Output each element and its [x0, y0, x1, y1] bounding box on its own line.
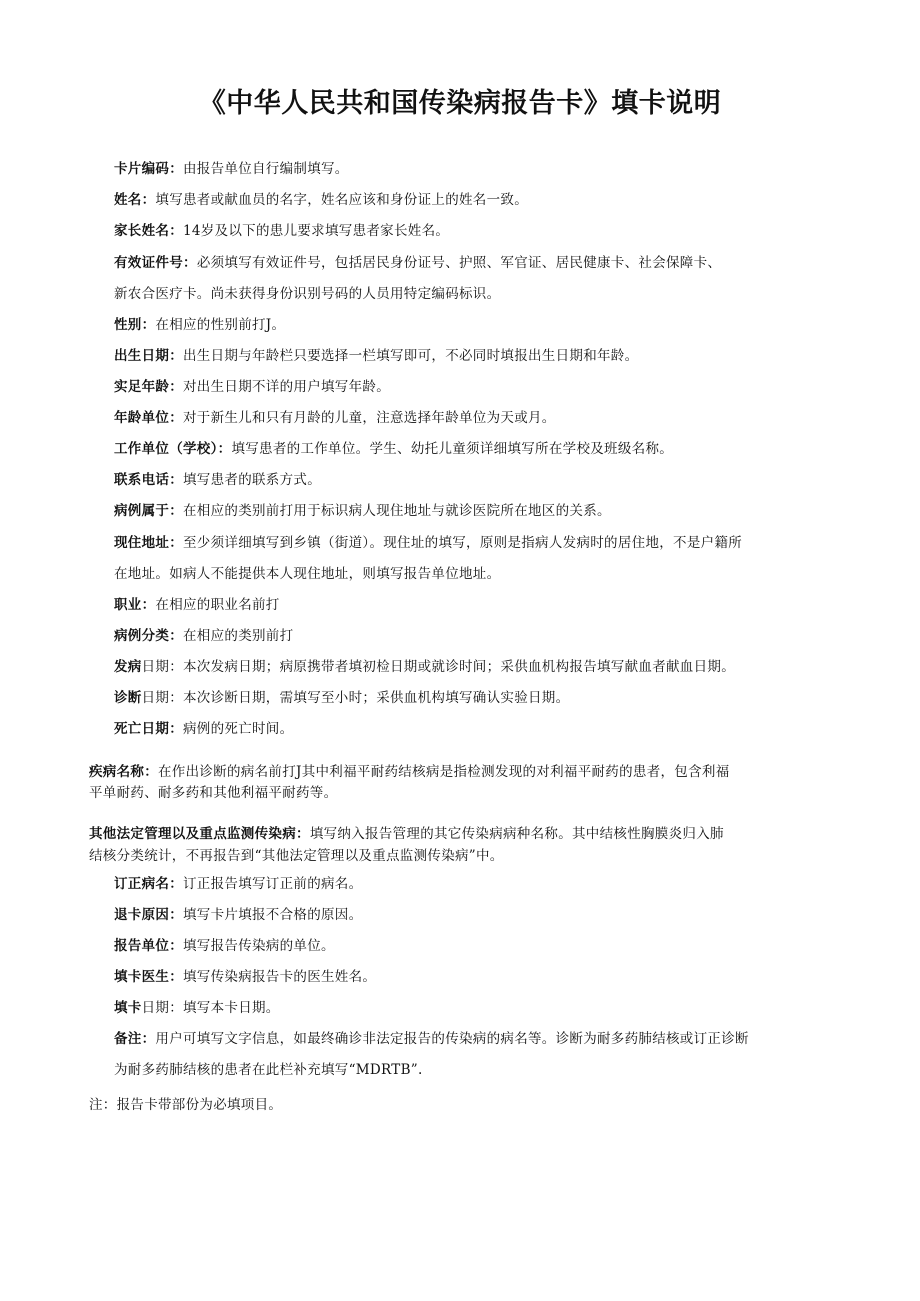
item-label: 出生日期： — [114, 348, 183, 364]
item-corrected-name — [114, 874, 362, 894]
item-label: 填卡 — [114, 1000, 142, 1016]
item-text: 填写传染病报告卡的医生姓名。 — [183, 969, 377, 985]
item-text: 对出生日期不详的用户填写年龄。 — [183, 379, 390, 395]
item-label: 病例属于： — [114, 503, 183, 519]
item-text: 对于新生儿和只有月龄的儿童，注意选择年龄单位为天或月。 — [183, 410, 556, 426]
item-text: 出生日期与年龄栏只要选择一栏填写即可，不必同时填报出生日期和年龄。 — [183, 348, 639, 364]
footnote: 注：报告卡带部份为必填项目。 — [89, 1097, 283, 1113]
item-text: 订正报告填写订正前的病名。 — [183, 876, 363, 892]
item-age — [114, 377, 390, 397]
item-text: 填写患者的联系方式。 — [183, 472, 321, 488]
item-birth-date — [114, 346, 638, 366]
item-name — [114, 190, 528, 210]
item-text: 日期：本次发病日期；病原携带者填初检日期或就诊时间；采供血机构报告填写献血者献血日期。 — [141, 659, 736, 675]
item-text: 在相应的性别前打J。 — [155, 317, 286, 333]
item-label: 联系电话： — [114, 472, 183, 488]
item-label: 报告单位： — [114, 938, 183, 954]
item-card-date — [114, 998, 280, 1018]
other-disease-paragraph-cont: 结核分类统计，不再报告到“其他法定管理以及重点监测传染病”中。 — [89, 848, 504, 864]
item-label: 卡片编码： — [114, 161, 183, 177]
item-card-doctor — [114, 967, 376, 987]
item-return-reason — [114, 905, 362, 925]
item-diagnosis-date — [114, 688, 569, 708]
item-report-unit — [114, 936, 335, 956]
item-card-code — [114, 159, 349, 179]
item-address — [114, 533, 742, 553]
item-label: 姓名： — [114, 192, 156, 208]
item-parent-name — [114, 221, 449, 241]
item-label: 年龄单位： — [114, 410, 183, 426]
item-label: 发病 — [114, 659, 142, 675]
item-label: 其他法定管理以及重点监测传染病： — [89, 826, 310, 842]
item-label: 实足年龄： — [114, 379, 183, 395]
item-onset-date — [114, 657, 735, 677]
other-disease-paragraph — [89, 824, 724, 844]
item-text: 必须填写有效证件号，包括居民身份证号、护照、军官证、居民健康卡、社会保障卡、 — [196, 255, 722, 271]
disease-name-paragraph-cont: 平单耐药、耐多药和其他利福平耐药等。 — [89, 785, 338, 801]
item-address-cont: 在地址。如病人不能提供本人现住地址，则填写报告单位地址。 — [114, 566, 501, 582]
item-text: 填写报告传染病的单位。 — [183, 938, 335, 954]
item-label: 死亡日期： — [114, 721, 183, 737]
item-occupation — [114, 595, 280, 615]
item-workplace — [114, 439, 673, 459]
item-label: 家长姓名： — [114, 223, 183, 239]
item-sex — [114, 315, 285, 335]
item-text: 病例的死亡时间。 — [183, 721, 294, 737]
item-text: 日期：填写本卡日期。 — [141, 1000, 280, 1016]
item-remarks — [114, 1029, 749, 1049]
item-case-class — [114, 626, 293, 646]
item-age-unit — [114, 408, 556, 428]
item-text: 填写卡片填报不合格的原因。 — [183, 907, 363, 923]
item-text: 日期：本次诊断日期，需填写至小时；采供血机构填写确认实验日期。 — [141, 690, 570, 706]
item-remarks-cont: 为耐多药肺结核的患者在此栏补充填写“MDRTB”. — [114, 1062, 423, 1078]
item-label: 诊断 — [114, 690, 142, 706]
item-label: 工作单位（学校）： — [114, 441, 232, 457]
item-label: 有效证件号： — [114, 255, 197, 271]
item-id-number-cont: 新农合医疗卡。尚未获得身份识别号码的人员用特定编码标识。 — [114, 286, 501, 302]
item-death-date — [114, 719, 293, 739]
item-label: 疾病名称： — [89, 764, 158, 780]
item-label: 填卡医生： — [114, 969, 183, 985]
item-case-belongs — [114, 501, 611, 521]
disease-name-paragraph — [89, 762, 730, 782]
item-label: 现住地址： — [114, 535, 183, 551]
item-phone — [114, 470, 321, 490]
item-label: 职业： — [114, 597, 156, 613]
item-label: 订正病名： — [114, 876, 183, 892]
item-label: 病例分类： — [114, 628, 183, 644]
item-text: 14岁及以下的患儿要求填写患者家长姓名。 — [183, 223, 450, 239]
item-text: 由报告单位自行编制填写。 — [183, 161, 349, 177]
item-text: 填写患者或献血员的名字，姓名应该和身份证上的姓名一致。 — [155, 192, 529, 208]
item-text: 在作出诊断的病名前打J其中利福平耐药结核病是指检测发现的对利福平耐药的患者，包含利福 — [158, 764, 730, 780]
item-text: 在相应的类别前打用于标识病人现住地址与就诊医院所在地区的关系。 — [183, 503, 611, 519]
item-label: 备注： — [114, 1031, 156, 1047]
item-text: 填写纳入报告管理的其它传染病病种名称。其中结核性胸膜炎归入肺 — [309, 826, 724, 842]
item-text: 在相应的类别前打 — [183, 628, 294, 644]
page-title: 《中华人民共和国传染病报告卡》填卡说明 — [198, 88, 722, 119]
item-text: 在相应的职业名前打 — [155, 597, 280, 613]
item-id-number — [114, 253, 721, 273]
item-text: 填写患者的工作单位。学生、幼托儿童须详细填写所在学校及班级名称。 — [231, 441, 674, 457]
item-label: 退卡原因： — [114, 907, 183, 923]
item-text: 用户可填写文字信息，如最终确诊非法定报告的传染病的病名等。诊断为耐多药肺结核或订正诊断 — [155, 1031, 749, 1047]
item-text: 至少须详细填写到乡镇（街道）。现住址的填写，原则是指病人发病时的居住地，不是户籍所 — [183, 535, 743, 551]
item-label: 性别： — [114, 317, 156, 333]
